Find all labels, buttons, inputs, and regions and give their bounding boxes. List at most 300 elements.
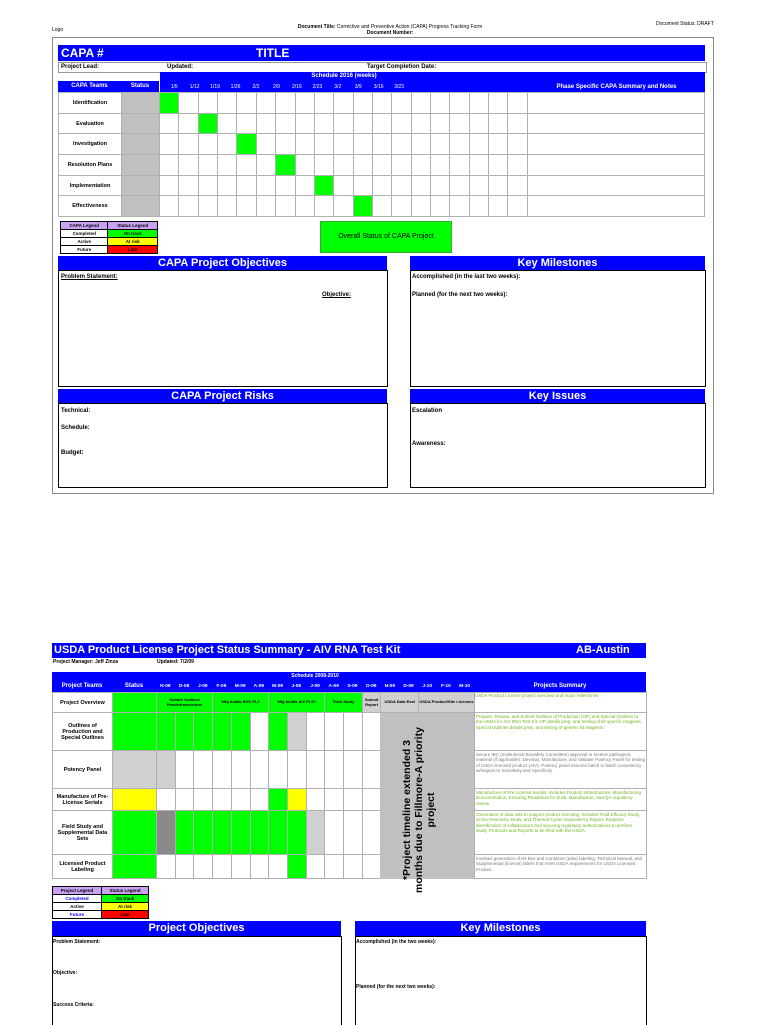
capa-week-cell (431, 155, 450, 176)
capa-week-cell (450, 93, 469, 114)
capa-week-cell (276, 155, 295, 176)
capa-week-cell (179, 196, 198, 217)
usda-month-cell (325, 789, 344, 811)
capa-week-cell (353, 175, 372, 196)
capa-week-cell (276, 134, 295, 155)
capa-status-cell (122, 155, 160, 176)
capa-team-row (59, 196, 705, 217)
capa-week-cell (314, 113, 333, 134)
capa-week-cell (489, 155, 508, 176)
usda-status-cell (113, 789, 157, 811)
usda-month-cell (194, 811, 213, 855)
usda-team-label: Manufacture of Pre-License Serials (53, 789, 113, 811)
capa-week-cell (392, 134, 411, 155)
usda-month-cell (213, 855, 232, 879)
capa-week-cell (489, 113, 508, 134)
capa-week-cell (431, 134, 450, 155)
capa-team-label: Implementation (59, 175, 122, 196)
usda-team-label: Field Study and Supplemental Data Sets (53, 811, 113, 855)
capa-week-cell (179, 113, 198, 134)
capa-week-cell (160, 155, 179, 176)
capa-week-cell (218, 175, 237, 196)
usda-month-cell (157, 855, 176, 879)
usda-month-cell (175, 751, 194, 789)
usda-accomplished: Accomplished (in the two weeks): (356, 939, 437, 945)
usda-month-cell (231, 713, 250, 751)
capa-week-cell (489, 175, 508, 196)
usda-status-cell (113, 811, 157, 855)
capa-week-cell (411, 134, 430, 155)
capa-status-cell (122, 93, 160, 114)
capa-week-cell (295, 113, 314, 134)
usda-team-row (53, 713, 647, 751)
capa-team-row (59, 134, 705, 155)
usda-month-cell (269, 855, 288, 879)
capa-week-cell (431, 93, 450, 114)
usda-month-16: M-10 (459, 684, 471, 689)
capa-week-cell (218, 155, 237, 176)
usda-row-summary: Generation of data sets to support product licensing. Includes Field Efficacy Study, Cross-Reactivity Study, and Thermal Cycler Equivalency Report. Requires identification of collaborators and securing regulatory authorizations to perform study. Protocols and Reports to be filed with the USDA. (474, 811, 646, 855)
capa-week-cell (256, 93, 275, 114)
capa-title: TITLE (256, 46, 290, 60)
usda-month-cell (306, 751, 325, 789)
usda-overview-row (53, 693, 647, 713)
usda-row-summary: Involves generation of Kit Box and Container (tube) labeling, Technical Manual, and Supplemental (license) labels that meet USDA requirements for USDA Licensed Product. (474, 855, 646, 879)
capa-legend-completed: Completed (61, 230, 108, 238)
usda-legend-future: Future (53, 911, 102, 919)
usda-month-cell (362, 789, 381, 811)
capa-week-cell (469, 196, 488, 217)
capa-week-cell (218, 113, 237, 134)
usda-month-5: A-09 (253, 684, 265, 689)
usda-month-7: J-09 (291, 684, 302, 689)
capa-notes-cell (527, 196, 704, 217)
capa-status-cell (122, 175, 160, 196)
usda-month-cell (287, 789, 306, 811)
capa-week-cell (372, 196, 391, 217)
doc-title-label: Document Title: (297, 24, 336, 30)
capa-week-cell (489, 93, 508, 114)
usda-row-summary: Prepare, Review, and Submit Outlines of Production (OP) and Special Outlines to the USDA for AIV RNA Test Kit. OP details prep. and testing of kit specific reagents. Special Outlines details prep. and testing of generic kit reagents. (474, 713, 646, 751)
usda-month-1: D-08 (178, 684, 190, 689)
usda-month-cell (175, 789, 194, 811)
capa-week-cell (469, 93, 488, 114)
capa-week-cell (353, 113, 372, 134)
usda-overview-phase: Field Study (325, 693, 362, 713)
capa-legend-h1: CAPA Legend (61, 222, 108, 230)
capa-legend-h2: Status Legend (108, 222, 158, 230)
usda-month-cell (250, 789, 269, 811)
usda-month-0: N-08 (160, 684, 171, 689)
capa-week-cell (237, 196, 256, 217)
usda-month-cell (287, 713, 306, 751)
usda-summary-header: Projects Summary (474, 672, 646, 692)
capa-week-cell (508, 155, 527, 176)
capa-week-cell (314, 155, 333, 176)
capa-objectives-title: CAPA Project Objectives (58, 256, 387, 270)
usda-month-10: S-09 (347, 684, 358, 689)
usda-overview-phase: USDA Data Eval (381, 693, 418, 713)
capa-week-cell (431, 175, 450, 196)
capa-planned: Planned (for the next two weeks): (412, 292, 508, 298)
capa-week-cell (314, 196, 333, 217)
capa-week-cell (179, 93, 198, 114)
usda-month-cell (306, 811, 325, 855)
usda-status-cell (113, 713, 157, 751)
usda-milestones-title: Key Milestones (355, 921, 646, 936)
capa-week-cell (276, 113, 295, 134)
usda-month-cell (344, 751, 363, 789)
capa-issues-title: Key Issues (410, 389, 705, 403)
capa-date-6: 2/16 (292, 84, 302, 90)
capa-week-cell (160, 134, 179, 155)
capa-week-cell (450, 113, 469, 134)
capa-date-2: 1/19 (210, 84, 220, 90)
usda-team-label: Licensed Product Labeling (53, 855, 113, 879)
capa-date-11: 3/23 (394, 84, 404, 90)
capa-week-cell (295, 155, 314, 176)
capa-week-cell (392, 155, 411, 176)
capa-week-cell (160, 93, 179, 114)
capa-week-cell (179, 155, 198, 176)
capa-week-cell (353, 93, 372, 114)
capa-week-cell (450, 196, 469, 217)
capa-week-cell (334, 175, 353, 196)
usda-month-cell (269, 789, 288, 811)
usda-title-bar (52, 643, 646, 658)
usda-month-cell (175, 713, 194, 751)
overall-status-label: Overall Status of CAPA Project (338, 233, 434, 240)
capa-milestones-box (410, 270, 706, 387)
capa-schedule-title: Schedule 2016 (weeks) (160, 72, 528, 81)
usda-location: AB-Austin (576, 644, 630, 656)
capa-problem-statement: Problem Statement: (61, 274, 118, 280)
capa-date-4: 2/2 (252, 84, 260, 90)
usda-month-cell (194, 855, 213, 879)
capa-week-cell (372, 175, 391, 196)
usda-month-cell (250, 751, 269, 789)
capa-status-cell (122, 134, 160, 155)
capa-week-cell (372, 113, 391, 134)
usda-title: USDA Product License Project Status Summary - AIV RNA Test Kit (54, 644, 401, 656)
usda-month-cell (194, 789, 213, 811)
capa-risks-title: CAPA Project Risks (58, 389, 387, 403)
usda-month-cell (344, 811, 363, 855)
capa-week-cell (353, 155, 372, 176)
usda-month-cell (175, 811, 194, 855)
usda-month-cell (157, 751, 176, 789)
capa-week-cell (276, 175, 295, 196)
usda-month-cell (325, 811, 344, 855)
capa-week-cell (469, 113, 488, 134)
usda-month-cell (325, 751, 344, 789)
capa-week-cell (198, 196, 217, 217)
usda-overview-phase: Submit Report (362, 693, 381, 713)
usda-month-cell (306, 713, 325, 751)
capa-date-7: 2/23 (312, 84, 323, 90)
usda-month-3: F-09 (216, 684, 227, 689)
usda-month-cell (213, 751, 232, 789)
capa-summary-header: Phase Specific CAPA Summary and Notes (528, 72, 705, 92)
capa-week-cell (392, 175, 411, 196)
usda-team-label: Outlines of Production and Special Outlines (53, 713, 113, 751)
capa-week-cell (237, 155, 256, 176)
capa-week-cell (237, 134, 256, 155)
usda-legend-active: Active (53, 903, 102, 911)
usda-month-cell (362, 811, 381, 855)
target-date-label: Target Completion Date: (367, 64, 437, 70)
capa-week-cell (198, 155, 217, 176)
usda-month-cell (344, 789, 363, 811)
updated-label: Updated: (167, 64, 193, 70)
usda-month-cell (269, 811, 288, 855)
capa-notes-cell (527, 175, 704, 196)
capa-week-cell (218, 93, 237, 114)
usda-overview-status (113, 693, 157, 713)
doc-title (250, 24, 530, 36)
capa-issues-box (410, 403, 706, 488)
capa-week-cell (256, 155, 275, 176)
usda-month-cell (175, 855, 194, 879)
capa-week-cell (469, 175, 488, 196)
capa-week-cell (237, 175, 256, 196)
usda-planned: Planned (for the next two weeks): (356, 984, 436, 990)
usda-schedule-title: Schedule 2008-2010 (156, 672, 474, 681)
capa-week-cell (508, 175, 527, 196)
capa-legend-ontrack: On track (108, 230, 158, 238)
capa-team-label: Identification (59, 93, 122, 114)
capa-dates-row (160, 81, 528, 92)
capa-number: CAPA # (61, 46, 104, 60)
usda-rotated-note (401, 725, 441, 895)
usda-team-label: Potency Panel (53, 751, 113, 789)
usda-month-cell (231, 855, 250, 879)
capa-risk-schedule: Schedule: (61, 425, 90, 431)
usda-status-cell (113, 751, 157, 789)
capa-week-cell (237, 93, 256, 114)
capa-status-cell (122, 113, 160, 134)
usda-month-cell (231, 789, 250, 811)
capa-notes-cell (527, 113, 704, 134)
usda-overview-summary: USDA Product License project overview and major Milestones (474, 693, 646, 713)
usda-month-cell (213, 789, 232, 811)
capa-week-cell (295, 196, 314, 217)
capa-week-cell (314, 175, 333, 196)
capa-date-9: 3/9 (354, 84, 362, 90)
capa-team-row (59, 93, 705, 114)
capa-week-cell (334, 93, 353, 114)
capa-date-10: 3/16 (373, 84, 384, 90)
overall-status-box (320, 221, 452, 253)
usda-month-cell (250, 811, 269, 855)
capa-date-8: 3/2 (334, 84, 342, 90)
capa-week-cell (508, 196, 527, 217)
capa-week-cell (372, 155, 391, 176)
capa-date-5: 2/9 (272, 84, 280, 90)
usda-month-2: J-09 (197, 684, 208, 689)
usda-month-cell (194, 751, 213, 789)
capa-week-cell (314, 134, 333, 155)
capa-week-cell (160, 113, 179, 134)
capa-week-cell (179, 134, 198, 155)
usda-row-summary: Secure IBC (Institutional Biosafety Committee) approval to receive pathogenic material (if applicable). Develop, Manufacture, and Validate Potency Panel for testing of USDA licensed product (AIV). Potency panel ensures batch to batch consistency w/respect to Sensitivity and Specificity. (474, 751, 646, 789)
capa-notes-cell (527, 134, 704, 155)
capa-team-label: Evaluation (59, 113, 122, 134)
capa-week-cell (411, 196, 430, 217)
capa-week-cell (411, 175, 430, 196)
capa-week-cell (256, 134, 275, 155)
capa-team-row (59, 155, 705, 176)
capa-legend-late: Late (108, 246, 158, 254)
capa-team-label: Effectiveness (59, 196, 122, 217)
capa-date-3: 1/26 (230, 84, 241, 90)
usda-legend-atrisk: At risk (102, 903, 149, 911)
usda-legend-ontrack: On track (102, 895, 149, 903)
capa-week-cell (508, 113, 527, 134)
usda-month-cell (287, 751, 306, 789)
usda-month-cell (325, 713, 344, 751)
capa-teams-header: CAPA Teams (58, 81, 121, 92)
usda-rotated-note-text: *Project timeline extended 3 months due to Fillmore-A priority project (401, 727, 437, 893)
capa-milestones-title: Key Milestones (410, 256, 705, 270)
capa-week-cell (508, 134, 527, 155)
capa-title-bar (58, 45, 705, 61)
capa-week-cell (256, 175, 275, 196)
capa-legend (60, 221, 158, 254)
usda-legend-h1: Project Legend (53, 887, 102, 895)
capa-week-cell (469, 155, 488, 176)
usda-month-11: O-09 (365, 684, 377, 689)
usda-month-cell (362, 855, 381, 879)
usda-month-cell (287, 855, 306, 879)
usda-month-cell (306, 855, 325, 879)
usda-month-cell (213, 713, 232, 751)
usda-milestones-box (355, 936, 647, 1025)
doc-status: Document Status: DRAFT (656, 21, 714, 27)
capa-week-cell (160, 175, 179, 196)
capa-week-cell (372, 134, 391, 155)
usda-month-15: F-10 (440, 684, 451, 689)
capa-week-cell (334, 113, 353, 134)
capa-week-cell (353, 134, 372, 155)
usda-month-cell (306, 789, 325, 811)
usda-month-cell (231, 751, 250, 789)
usda-legend-late: Late (102, 911, 149, 919)
usda-month-9: A-09 (328, 684, 339, 689)
capa-legend-active: Active (61, 238, 108, 246)
capa-week-cell (237, 113, 256, 134)
capa-week-cell (198, 113, 217, 134)
capa-notes-cell (527, 93, 704, 114)
usda-month-cell (269, 751, 288, 789)
capa-week-cell (198, 93, 217, 114)
capa-risk-budget: Budget: (61, 450, 84, 456)
usda-month-cell (325, 855, 344, 879)
capa-schedule-grid (58, 92, 705, 217)
usda-month-cell (157, 811, 176, 855)
capa-week-cell (256, 196, 275, 217)
usda-month-cell (250, 855, 269, 879)
usda-success: Success Criteria: (53, 1002, 94, 1008)
usda-month-12: N-09 (384, 684, 396, 689)
capa-team-row (59, 175, 705, 196)
capa-date-0: 1/5 (170, 84, 178, 90)
capa-week-cell (392, 196, 411, 217)
capa-week-cell (198, 175, 217, 196)
logo-label: Logo (52, 27, 64, 33)
capa-week-cell (295, 175, 314, 196)
usda-legend (52, 886, 149, 919)
usda-month-cell (157, 713, 176, 751)
capa-week-cell (372, 93, 391, 114)
usda-team-row (53, 855, 647, 879)
usda-overview-phase: Submit Outlines Plan/Infrastructure (157, 693, 213, 713)
doc-title-value: Corrective and Preventive Action (CAPA) Progress Tracking Form (336, 24, 483, 30)
usda-objectives-box (52, 936, 342, 1025)
capa-status-cell (122, 196, 160, 217)
doc-number-label: Document Number: (366, 30, 414, 36)
capa-week-cell (450, 175, 469, 196)
capa-week-cell (334, 155, 353, 176)
usda-month-cell (213, 811, 232, 855)
capa-objectives-box (58, 270, 388, 387)
usda-team-row (53, 751, 647, 789)
usda-month-8: J-09 (310, 684, 320, 689)
usda-overview-phase: Mfg builds BVD PL3 (213, 693, 269, 713)
capa-notes-cell (527, 155, 704, 176)
project-lead-label: Project Lead: (61, 64, 100, 70)
capa-week-cell (218, 196, 237, 217)
usda-month-cell (344, 855, 363, 879)
usda-month-cell (231, 811, 250, 855)
capa-team-row (59, 113, 705, 134)
usda-month-13: D-09 (403, 684, 414, 689)
capa-week-cell (411, 93, 430, 114)
usda-team-row (53, 789, 647, 811)
capa-week-cell (276, 196, 295, 217)
capa-team-label: Investigation (59, 134, 122, 155)
usda-legend-completed: Completed (53, 895, 102, 903)
usda-overview-phase: Mfg builds AIV PL5? (269, 693, 325, 713)
usda-objectives-title: Project Objectives (52, 921, 341, 936)
capa-week-cell (469, 134, 488, 155)
usda-month-14: J-10 (422, 684, 433, 689)
capa-week-cell (276, 93, 295, 114)
usda-month-cell (362, 713, 381, 751)
usda-month-cell (269, 713, 288, 751)
capa-week-cell (334, 134, 353, 155)
capa-accomplished: Accomplished (in the last two weeks): (412, 274, 521, 280)
usda-month-cell (157, 789, 176, 811)
capa-legend-atrisk: At risk (108, 238, 158, 246)
capa-week-cell (392, 93, 411, 114)
usda-overview-phase: USDA Product/Site Licenses (418, 693, 474, 713)
usda-pm: Project Manager: Jeff Zinza (53, 659, 119, 665)
capa-team-label: Resolution Plans (59, 155, 122, 176)
capa-week-cell (334, 196, 353, 217)
usda-month-cell (194, 713, 213, 751)
capa-week-cell (431, 113, 450, 134)
usda-month-cell (250, 713, 269, 751)
capa-week-cell (450, 134, 469, 155)
capa-week-cell (411, 113, 430, 134)
capa-week-cell (353, 196, 372, 217)
usda-months-row (156, 681, 474, 692)
capa-week-cell (431, 196, 450, 217)
usda-status-header: Status (112, 672, 156, 692)
capa-risk-technical: Technical: (61, 408, 91, 414)
usda-month-cell (287, 811, 306, 855)
